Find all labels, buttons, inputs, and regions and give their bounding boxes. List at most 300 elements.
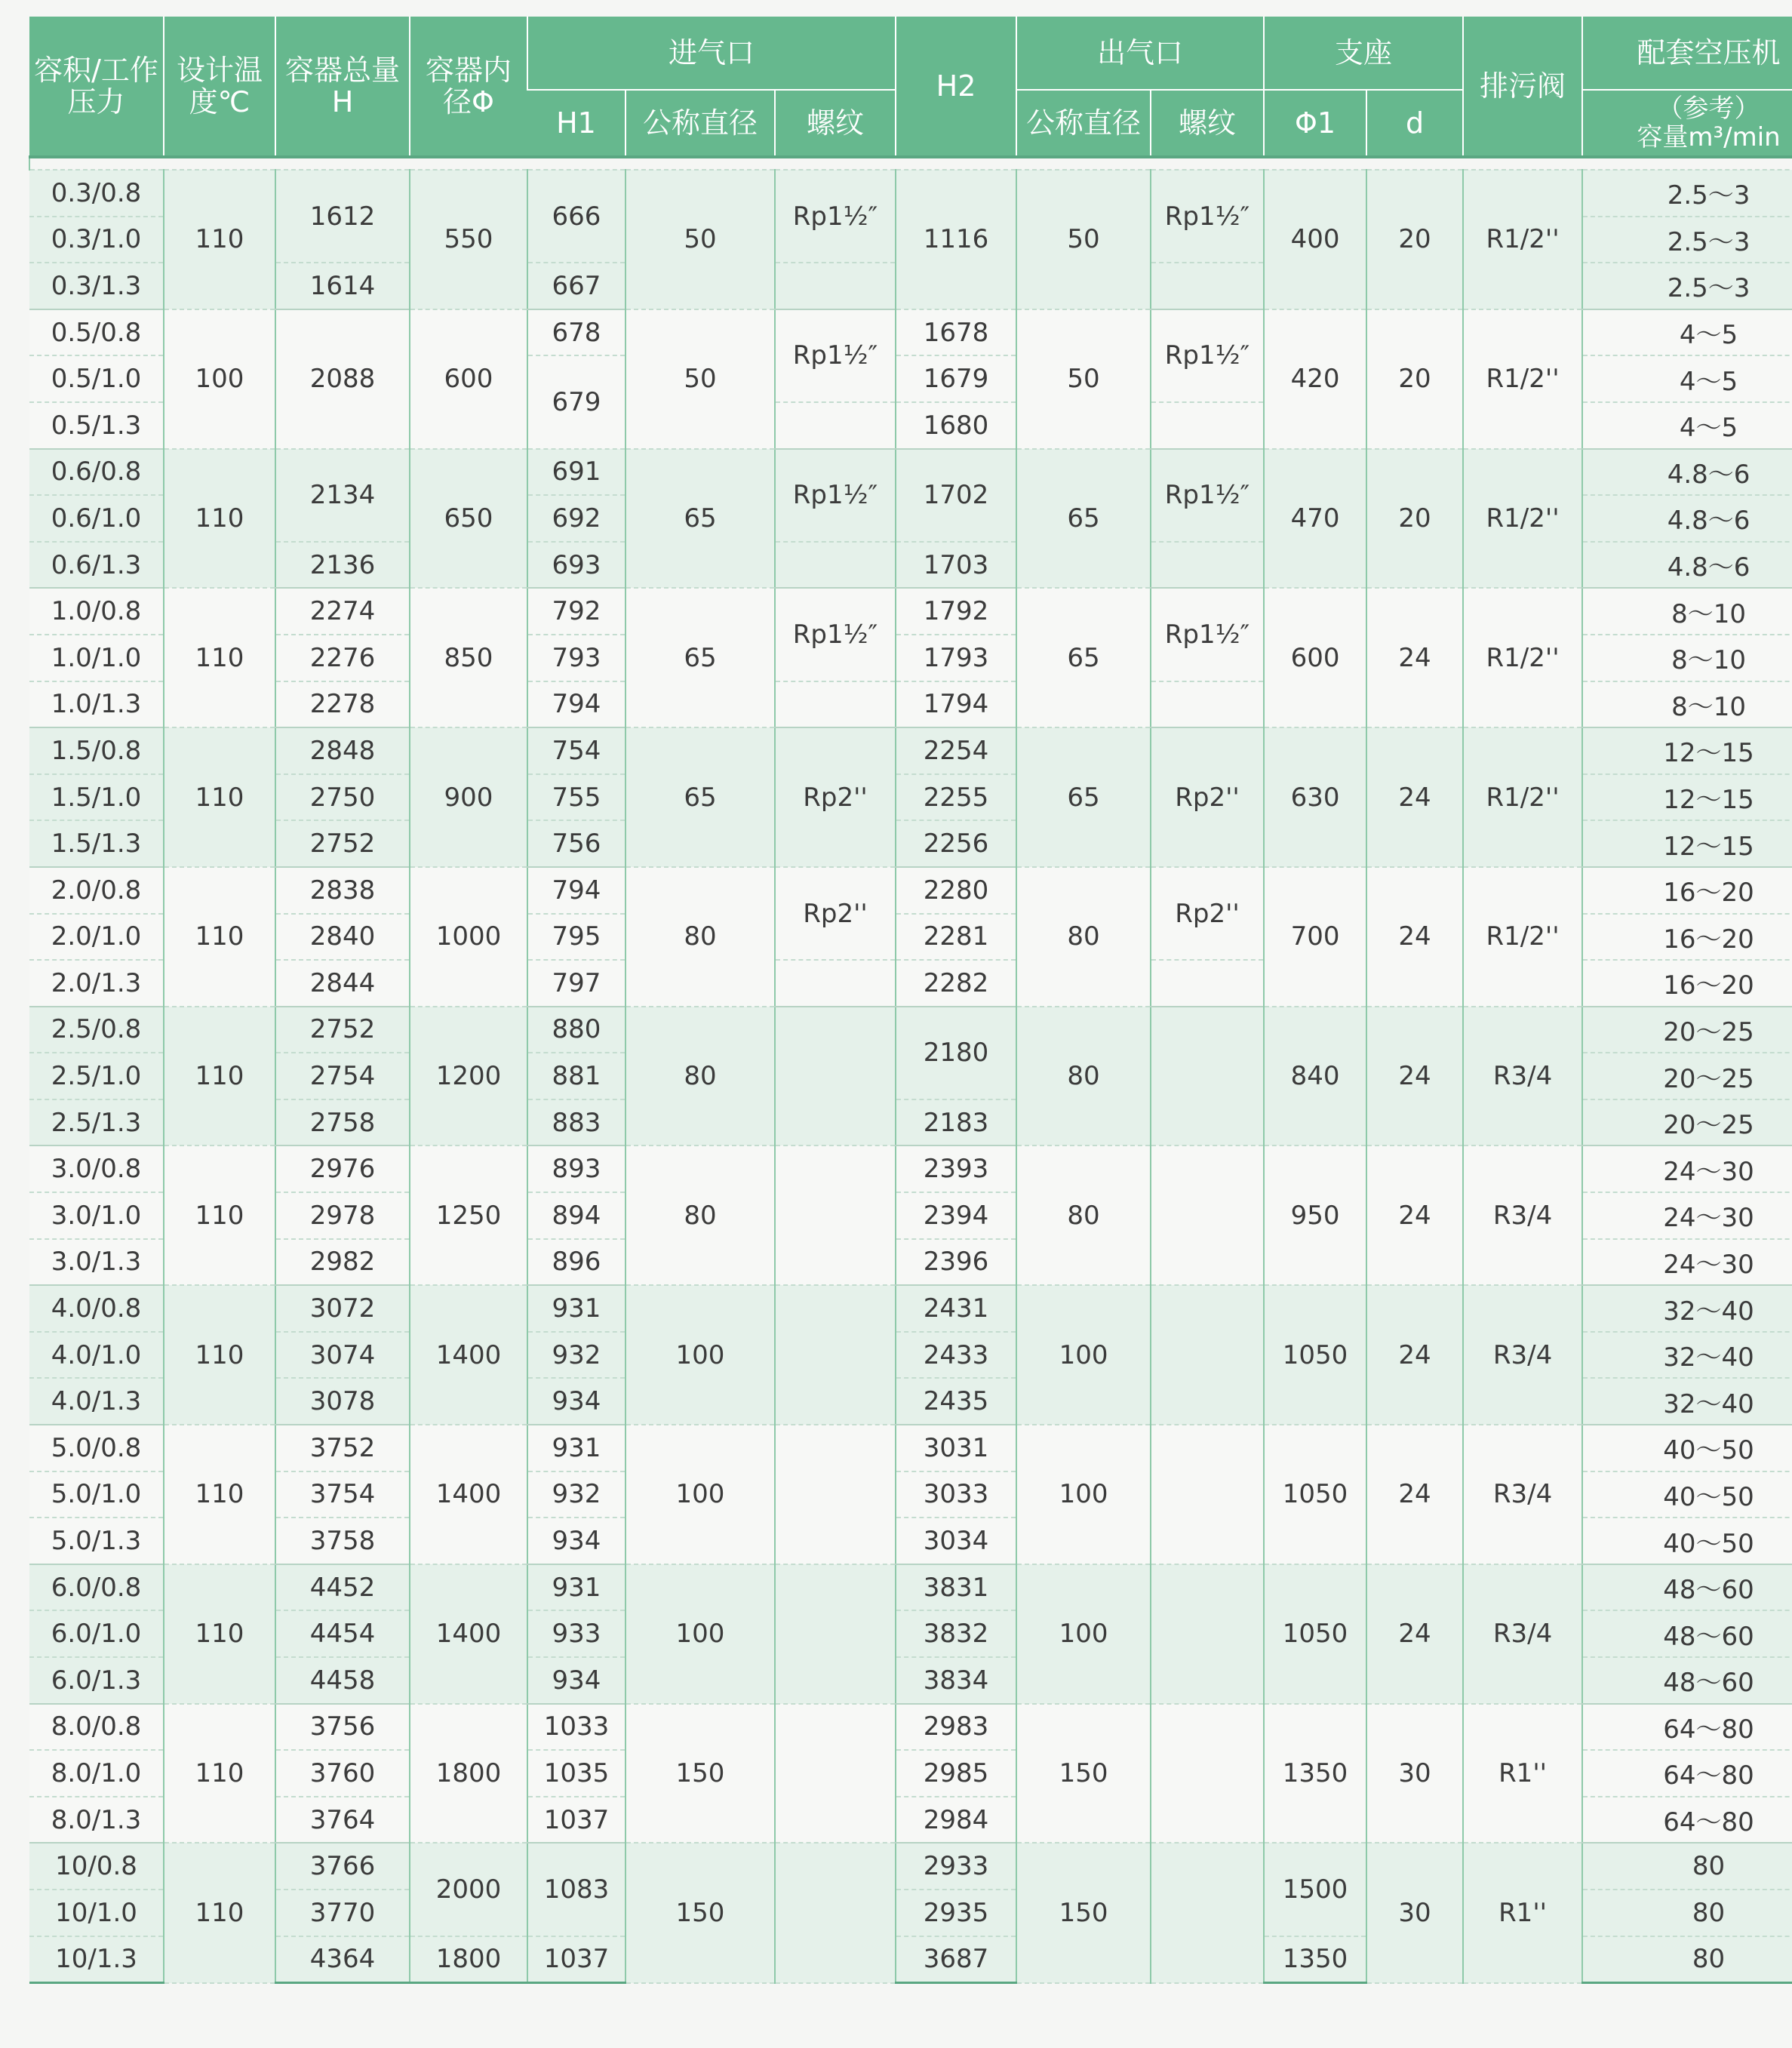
cell-compressor-capacity: 16～20 <box>1582 960 1792 1007</box>
cell-total-height: 3074 <box>275 1332 410 1379</box>
cell-total-height: 2754 <box>275 1053 410 1099</box>
cell-drain-valve: R1/2'' <box>1463 449 1582 589</box>
cell-outlet-thread: Rp1½″ <box>1151 170 1264 263</box>
cell-h2: 3831 <box>896 1564 1016 1611</box>
cell-total-height: 2088 <box>275 309 410 449</box>
cell-design-temp: 110 <box>164 1843 275 1982</box>
cell-support-phi1: 400 <box>1264 170 1366 309</box>
cell-capacity-pressure: 5.0/1.3 <box>29 1518 164 1564</box>
cell-drain-valve: R3/4 <box>1463 1425 1582 1564</box>
cell-inlet-nominal: 100 <box>626 1425 775 1564</box>
cell-compressor-capacity: 24～30 <box>1582 1239 1792 1286</box>
cell-inlet-thread <box>775 1564 896 1704</box>
cell-outlet-thread <box>1151 1704 1264 1844</box>
cell-compressor-capacity: 12～15 <box>1582 727 1792 774</box>
cell-compressor-capacity: 64～80 <box>1582 1797 1792 1844</box>
cell-drain-valve: R1/2'' <box>1463 170 1582 309</box>
cell-compressor-capacity: 48～60 <box>1582 1610 1792 1657</box>
cell-h2: 2933 <box>896 1843 1016 1890</box>
cell-outlet-nominal: 100 <box>1016 1285 1151 1425</box>
cell-outlet-thread: Rp1½″ <box>1151 449 1264 542</box>
cell-inner-diameter: 1400 <box>410 1285 527 1425</box>
cell-inlet-nominal: 80 <box>626 1145 775 1285</box>
header-h2: H2 <box>896 17 1016 157</box>
cell-support-d: 20 <box>1366 309 1463 449</box>
table-row <box>29 170 1792 217</box>
cell-h2: 2255 <box>896 774 1016 821</box>
table-row <box>29 449 1792 496</box>
cell-compressor-capacity: 20～25 <box>1582 1053 1792 1099</box>
cell-h1: 880 <box>527 1007 626 1053</box>
gap-cell <box>29 157 1792 170</box>
cell-capacity-pressure: 1.5/1.0 <box>29 774 164 821</box>
cell-h2: 2256 <box>896 820 1016 867</box>
cell-outlet-nominal: 150 <box>1016 1843 1151 1982</box>
cell-h1: 931 <box>527 1564 626 1611</box>
cell-total-height: 2750 <box>275 774 410 821</box>
cell-support-phi1: 840 <box>1264 1007 1366 1146</box>
cell-total-height: 3072 <box>275 1285 410 1332</box>
cell-capacity-pressure: 0.3/1.0 <box>29 217 164 263</box>
cell-compressor-capacity: 64～80 <box>1582 1750 1792 1797</box>
cell-support-d: 24 <box>1366 1145 1463 1285</box>
cell-h1: 1033 <box>527 1704 626 1751</box>
table-row <box>29 1425 1792 1471</box>
cell-capacity-pressure: 0.6/0.8 <box>29 449 164 496</box>
cell-outlet-nominal: 80 <box>1016 867 1151 1007</box>
cell-inner-diameter: 1800 <box>410 1936 527 1983</box>
header-compressor-ref: （参考） <box>1657 94 1760 124</box>
cell-h2: 2183 <box>896 1099 1016 1146</box>
cell-h1: 795 <box>527 914 626 961</box>
cell-support-phi1: 600 <box>1264 588 1366 727</box>
cell-h1: 792 <box>527 588 626 635</box>
cell-capacity-pressure: 2.5/1.0 <box>29 1053 164 1099</box>
cell-capacity-pressure: 2.0/1.3 <box>29 960 164 1007</box>
cell-compressor-capacity: 48～60 <box>1582 1564 1792 1611</box>
cell-drain-valve: R1'' <box>1463 1704 1582 1844</box>
cell-h2: 2394 <box>896 1192 1016 1239</box>
cell-compressor-capacity: 32～40 <box>1582 1285 1792 1332</box>
cell-capacity-pressure: 0.5/0.8 <box>29 309 164 356</box>
cell-compressor-capacity: 16～20 <box>1582 914 1792 961</box>
header-h1: H1 <box>527 90 626 157</box>
cell-h2: 2396 <box>896 1239 1016 1286</box>
header-outlet-thread: 螺纹 <box>1151 90 1264 157</box>
cell-h1: 667 <box>527 263 626 309</box>
cell-capacity-pressure: 10/0.8 <box>29 1843 164 1890</box>
cell-compressor-capacity: 4.8～6 <box>1582 449 1792 496</box>
cell-inlet-thread: Rp2'' <box>775 727 896 867</box>
cell-h1: 1083 <box>527 1843 626 1936</box>
cell-h1: 934 <box>527 1657 626 1704</box>
cell-outlet-thread <box>1151 1564 1264 1704</box>
cell-h1: 794 <box>527 867 626 914</box>
table-header <box>29 17 1792 157</box>
cell-total-height: 1612 <box>275 170 410 263</box>
cell-h1: 881 <box>527 1053 626 1099</box>
cell-inlet-nominal: 50 <box>626 309 775 449</box>
cell-h1: 931 <box>527 1425 626 1471</box>
cell-inlet-thread <box>775 1145 896 1285</box>
cell-capacity-pressure: 6.0/1.3 <box>29 1657 164 1704</box>
cell-inlet-thread: Rp1½″ <box>775 449 896 542</box>
cell-capacity-pressure: 0.5/1.3 <box>29 402 164 449</box>
cell-drain-valve: R3/4 <box>1463 1564 1582 1704</box>
cell-compressor-capacity: 4～5 <box>1582 355 1792 402</box>
cell-h2: 3834 <box>896 1657 1016 1704</box>
table-row <box>29 588 1792 635</box>
cell-support-d: 30 <box>1366 1704 1463 1844</box>
cell-support-d: 24 <box>1366 1007 1463 1146</box>
cell-compressor-capacity: 80 <box>1582 1890 1792 1936</box>
cell-drain-valve: R1'' <box>1463 1843 1582 1982</box>
cell-h1: 755 <box>527 774 626 821</box>
cell-drain-valve: R3/4 <box>1463 1285 1582 1425</box>
cell-inlet-nominal: 50 <box>626 170 775 309</box>
cell-h1: 797 <box>527 960 626 1007</box>
cell-outlet-thread <box>1151 263 1264 309</box>
cell-inlet-nominal: 80 <box>626 1007 775 1146</box>
cell-h1: 894 <box>527 1192 626 1239</box>
table-row <box>29 727 1792 774</box>
cell-total-height: 2278 <box>275 681 410 728</box>
cell-inlet-thread <box>775 1285 896 1425</box>
cell-inlet-nominal: 80 <box>626 867 775 1007</box>
cell-h2: 3034 <box>896 1518 1016 1564</box>
cell-inlet-thread <box>775 681 896 728</box>
cell-h1: 933 <box>527 1610 626 1657</box>
cell-compressor-capacity: 8～10 <box>1582 681 1792 728</box>
cell-capacity-pressure: 0.5/1.0 <box>29 355 164 402</box>
cell-h2: 2280 <box>896 867 1016 914</box>
cell-inlet-thread <box>775 1425 896 1564</box>
cell-total-height: 3752 <box>275 1425 410 1471</box>
cell-outlet-thread: Rp1½″ <box>1151 588 1264 681</box>
cell-outlet-thread: Rp1½″ <box>1151 309 1264 402</box>
cell-capacity-pressure: 2.5/0.8 <box>29 1007 164 1053</box>
cell-inner-diameter: 550 <box>410 170 527 309</box>
tank-spec-table <box>29 17 1792 1984</box>
cell-h2: 2984 <box>896 1797 1016 1844</box>
cell-h1: 794 <box>527 681 626 728</box>
cell-total-height: 3766 <box>275 1843 410 1890</box>
cell-design-temp: 110 <box>164 727 275 867</box>
cell-support-phi1: 1350 <box>1264 1704 1366 1844</box>
cell-h2: 1703 <box>896 542 1016 589</box>
cell-outlet-nominal: 80 <box>1016 1145 1151 1285</box>
cell-outlet-nominal: 50 <box>1016 309 1151 449</box>
header-outlet-group: 出气口 <box>1016 17 1264 90</box>
cell-h2: 3687 <box>896 1936 1016 1983</box>
cell-inlet-nominal: 65 <box>626 449 775 589</box>
cell-inlet-thread <box>775 1704 896 1844</box>
cell-h1: 691 <box>527 449 626 496</box>
cell-h1: 693 <box>527 542 626 589</box>
cell-compressor-capacity: 32～40 <box>1582 1332 1792 1379</box>
cell-h2: 3031 <box>896 1425 1016 1471</box>
cell-compressor-capacity: 40～50 <box>1582 1425 1792 1471</box>
cell-capacity-pressure: 2.5/1.3 <box>29 1099 164 1146</box>
cell-compressor-capacity: 2.5～3 <box>1582 170 1792 217</box>
cell-inlet-thread <box>775 542 896 589</box>
cell-total-height: 2758 <box>275 1099 410 1146</box>
cell-capacity-pressure: 1.5/0.8 <box>29 727 164 774</box>
cell-outlet-nominal: 65 <box>1016 449 1151 589</box>
cell-capacity-pressure: 4.0/1.3 <box>29 1378 164 1425</box>
cell-support-d: 30 <box>1366 1843 1463 1982</box>
cell-capacity-pressure: 3.0/0.8 <box>29 1145 164 1192</box>
cell-compressor-capacity: 48～60 <box>1582 1657 1792 1704</box>
cell-compressor-capacity: 24～30 <box>1582 1145 1792 1192</box>
cell-h2: 2435 <box>896 1378 1016 1425</box>
cell-h1: 679 <box>527 355 626 448</box>
table-row <box>29 1007 1792 1053</box>
cell-capacity-pressure: 6.0/0.8 <box>29 1564 164 1611</box>
cell-h1: 793 <box>527 635 626 681</box>
cell-support-phi1: 1050 <box>1264 1564 1366 1704</box>
cell-h2: 1792 <box>896 588 1016 635</box>
cell-outlet-nominal: 100 <box>1016 1425 1151 1564</box>
table-row <box>29 309 1792 356</box>
cell-outlet-thread <box>1151 1285 1264 1425</box>
cell-total-height: 4364 <box>275 1936 410 1983</box>
cell-total-height: 2840 <box>275 914 410 961</box>
cell-outlet-thread <box>1151 681 1264 728</box>
cell-compressor-capacity: 4～5 <box>1582 402 1792 449</box>
cell-compressor-capacity: 20～25 <box>1582 1007 1792 1053</box>
cell-support-d: 20 <box>1366 449 1463 589</box>
cell-design-temp: 110 <box>164 1425 275 1564</box>
cell-compressor-capacity: 2.5～3 <box>1582 263 1792 309</box>
cell-capacity-pressure: 1.5/1.3 <box>29 820 164 867</box>
cell-design-temp: 110 <box>164 867 275 1007</box>
table-row <box>29 867 1792 914</box>
cell-total-height: 1614 <box>275 263 410 309</box>
cell-inlet-thread: Rp1½″ <box>775 309 896 402</box>
cell-h2: 2985 <box>896 1750 1016 1797</box>
cell-support-d: 24 <box>1366 1564 1463 1704</box>
cell-inlet-nominal: 65 <box>626 588 775 727</box>
cell-support-phi1: 700 <box>1264 867 1366 1007</box>
cell-outlet-thread: Rp2'' <box>1151 867 1264 960</box>
cell-outlet-thread <box>1151 542 1264 589</box>
cell-support-d: 24 <box>1366 588 1463 727</box>
header-design-temp: 设计温度℃ <box>164 17 275 157</box>
cell-inner-diameter: 1200 <box>410 1007 527 1146</box>
cell-total-height: 3760 <box>275 1750 410 1797</box>
cell-h2: 1116 <box>896 170 1016 309</box>
cell-compressor-capacity: 4.8～6 <box>1582 495 1792 542</box>
cell-total-height: 3756 <box>275 1704 410 1751</box>
cell-inlet-thread: Rp1½″ <box>775 588 896 681</box>
cell-compressor-capacity: 80 <box>1582 1936 1792 1983</box>
cell-inner-diameter: 2000 <box>410 1843 527 1936</box>
cell-compressor-capacity: 24～30 <box>1582 1192 1792 1239</box>
cell-h1: 666 <box>527 170 626 263</box>
cell-total-height: 2982 <box>275 1239 410 1286</box>
cell-outlet-nominal: 50 <box>1016 170 1151 309</box>
cell-inlet-nominal: 65 <box>626 727 775 867</box>
cell-h1: 1037 <box>527 1797 626 1844</box>
cell-h2: 1793 <box>896 635 1016 681</box>
cell-total-height: 4458 <box>275 1657 410 1704</box>
cell-inlet-nominal: 100 <box>626 1564 775 1704</box>
cell-compressor-capacity: 4.8～6 <box>1582 542 1792 589</box>
cell-support-d: 24 <box>1366 1425 1463 1564</box>
cell-capacity-pressure: 0.6/1.3 <box>29 542 164 589</box>
cell-compressor-capacity: 40～50 <box>1582 1471 1792 1518</box>
cell-h1: 896 <box>527 1239 626 1286</box>
cell-compressor-capacity: 8～10 <box>1582 588 1792 635</box>
cell-design-temp: 110 <box>164 1285 275 1425</box>
cell-drain-valve: R1/2'' <box>1463 588 1582 727</box>
cell-h2: 1679 <box>896 355 1016 402</box>
cell-h1: 932 <box>527 1471 626 1518</box>
cell-inlet-thread: Rp1½″ <box>775 170 896 263</box>
cell-compressor-capacity: 40～50 <box>1582 1518 1792 1564</box>
cell-drain-valve: R3/4 <box>1463 1007 1582 1146</box>
cell-capacity-pressure: 3.0/1.3 <box>29 1239 164 1286</box>
cell-inlet-thread <box>775 1007 896 1146</box>
cell-outlet-thread <box>1151 402 1264 449</box>
table-row <box>29 1285 1792 1332</box>
cell-support-d: 24 <box>1366 727 1463 867</box>
cell-h1: 1035 <box>527 1750 626 1797</box>
header-compressor-main: 配套空压机 <box>1582 17 1792 90</box>
cell-h1: 934 <box>527 1518 626 1564</box>
cell-inner-diameter: 1000 <box>410 867 527 1007</box>
cell-outlet-thread <box>1151 960 1264 1007</box>
cell-h1: 883 <box>527 1099 626 1146</box>
cell-drain-valve: R1/2'' <box>1463 727 1582 867</box>
cell-outlet-nominal: 150 <box>1016 1704 1151 1844</box>
cell-capacity-pressure: 1.0/1.3 <box>29 681 164 728</box>
cell-support-d: 24 <box>1366 867 1463 1007</box>
cell-total-height: 2848 <box>275 727 410 774</box>
cell-capacity-pressure: 5.0/0.8 <box>29 1425 164 1471</box>
cell-inlet-thread <box>775 263 896 309</box>
header-compressor-sub <box>1582 90 1792 157</box>
cell-compressor-capacity: 12～15 <box>1582 820 1792 867</box>
cell-outlet-thread <box>1151 1007 1264 1146</box>
cell-support-d: 24 <box>1366 1285 1463 1425</box>
cell-h2: 1678 <box>896 309 1016 356</box>
cell-inner-diameter: 1400 <box>410 1564 527 1704</box>
cell-h2: 1680 <box>896 402 1016 449</box>
cell-h1: 756 <box>527 820 626 867</box>
cell-support-d: 20 <box>1366 170 1463 309</box>
cell-h2: 1702 <box>896 449 1016 542</box>
cell-total-height: 3078 <box>275 1378 410 1425</box>
cell-total-height: 2838 <box>275 867 410 914</box>
cell-capacity-pressure: 8.0/1.0 <box>29 1750 164 1797</box>
cell-total-height: 3758 <box>275 1518 410 1564</box>
cell-h2: 2935 <box>896 1890 1016 1936</box>
cell-inner-diameter: 650 <box>410 449 527 589</box>
cell-design-temp: 100 <box>164 309 275 449</box>
header-inlet-nominal: 公称直径 <box>626 90 775 157</box>
cell-total-height: 2976 <box>275 1145 410 1192</box>
header-support-group: 支座 <box>1264 17 1463 90</box>
cell-design-temp: 110 <box>164 1007 275 1146</box>
table-row <box>29 1843 1792 1890</box>
cell-inlet-thread <box>775 1843 896 1982</box>
cell-inlet-nominal: 100 <box>626 1285 775 1425</box>
cell-h2: 2254 <box>896 727 1016 774</box>
table-row <box>29 1704 1792 1751</box>
cell-inner-diameter: 900 <box>410 727 527 867</box>
cell-total-height: 3770 <box>275 1890 410 1936</box>
cell-capacity-pressure: 1.0/1.0 <box>29 635 164 681</box>
cell-h2: 2180 <box>896 1007 1016 1099</box>
cell-compressor-capacity: 12～15 <box>1582 774 1792 821</box>
spec-sheet <box>29 17 1781 1984</box>
cell-capacity-pressure: 0.6/1.0 <box>29 495 164 542</box>
cell-h1: 931 <box>527 1285 626 1332</box>
cell-capacity-pressure: 5.0/1.0 <box>29 1471 164 1518</box>
cell-drain-valve: R1/2'' <box>1463 867 1582 1007</box>
cell-h2: 2282 <box>896 960 1016 1007</box>
cell-total-height: 2752 <box>275 1007 410 1053</box>
cell-outlet-thread: Rp2'' <box>1151 727 1264 867</box>
header-compressor-unit: 容量m³/min <box>1637 122 1781 152</box>
cell-inner-diameter: 850 <box>410 588 527 727</box>
cell-drain-valve: R1/2'' <box>1463 309 1582 449</box>
table-body <box>29 157 1792 1983</box>
cell-capacity-pressure: 8.0/0.8 <box>29 1704 164 1751</box>
cell-support-phi1: 1050 <box>1264 1425 1366 1564</box>
header-gap <box>29 157 1792 170</box>
header-inlet-group: 进气口 <box>527 17 896 90</box>
cell-design-temp: 110 <box>164 1564 275 1704</box>
cell-capacity-pressure: 10/1.3 <box>29 1936 164 1983</box>
cell-total-height: 2276 <box>275 635 410 681</box>
cell-outlet-nominal: 65 <box>1016 727 1151 867</box>
cell-h2: 3033 <box>896 1471 1016 1518</box>
cell-capacity-pressure: 2.0/0.8 <box>29 867 164 914</box>
cell-outlet-nominal: 100 <box>1016 1564 1151 1704</box>
cell-support-phi1: 420 <box>1264 309 1366 449</box>
cell-capacity-pressure: 0.3/1.3 <box>29 263 164 309</box>
cell-design-temp: 110 <box>164 449 275 589</box>
cell-inner-diameter: 600 <box>410 309 527 449</box>
cell-h2: 2433 <box>896 1332 1016 1379</box>
cell-total-height: 2978 <box>275 1192 410 1239</box>
cell-compressor-capacity: 16～20 <box>1582 867 1792 914</box>
cell-h2: 1794 <box>896 681 1016 728</box>
cell-outlet-thread <box>1151 1843 1264 1982</box>
cell-inlet-nominal: 150 <box>626 1843 775 1982</box>
cell-h1: 893 <box>527 1145 626 1192</box>
cell-total-height: 2134 <box>275 449 410 542</box>
cell-capacity-pressure: 8.0/1.3 <box>29 1797 164 1844</box>
cell-drain-valve: R3/4 <box>1463 1145 1582 1285</box>
cell-compressor-capacity: 4～5 <box>1582 309 1792 356</box>
cell-outlet-nominal: 65 <box>1016 588 1151 727</box>
header-inlet-thread: 螺纹 <box>775 90 896 157</box>
cell-total-height: 2274 <box>275 588 410 635</box>
cell-h2: 2431 <box>896 1285 1016 1332</box>
header-capacity-pressure: 容积/工作压力 <box>29 17 164 157</box>
cell-inner-diameter: 1800 <box>410 1704 527 1844</box>
cell-capacity-pressure: 10/1.0 <box>29 1890 164 1936</box>
cell-h2: 2281 <box>896 914 1016 961</box>
cell-compressor-capacity: 64～80 <box>1582 1704 1792 1751</box>
cell-compressor-capacity: 2.5～3 <box>1582 217 1792 263</box>
cell-h1: 1037 <box>527 1936 626 1983</box>
cell-inner-diameter: 1400 <box>410 1425 527 1564</box>
